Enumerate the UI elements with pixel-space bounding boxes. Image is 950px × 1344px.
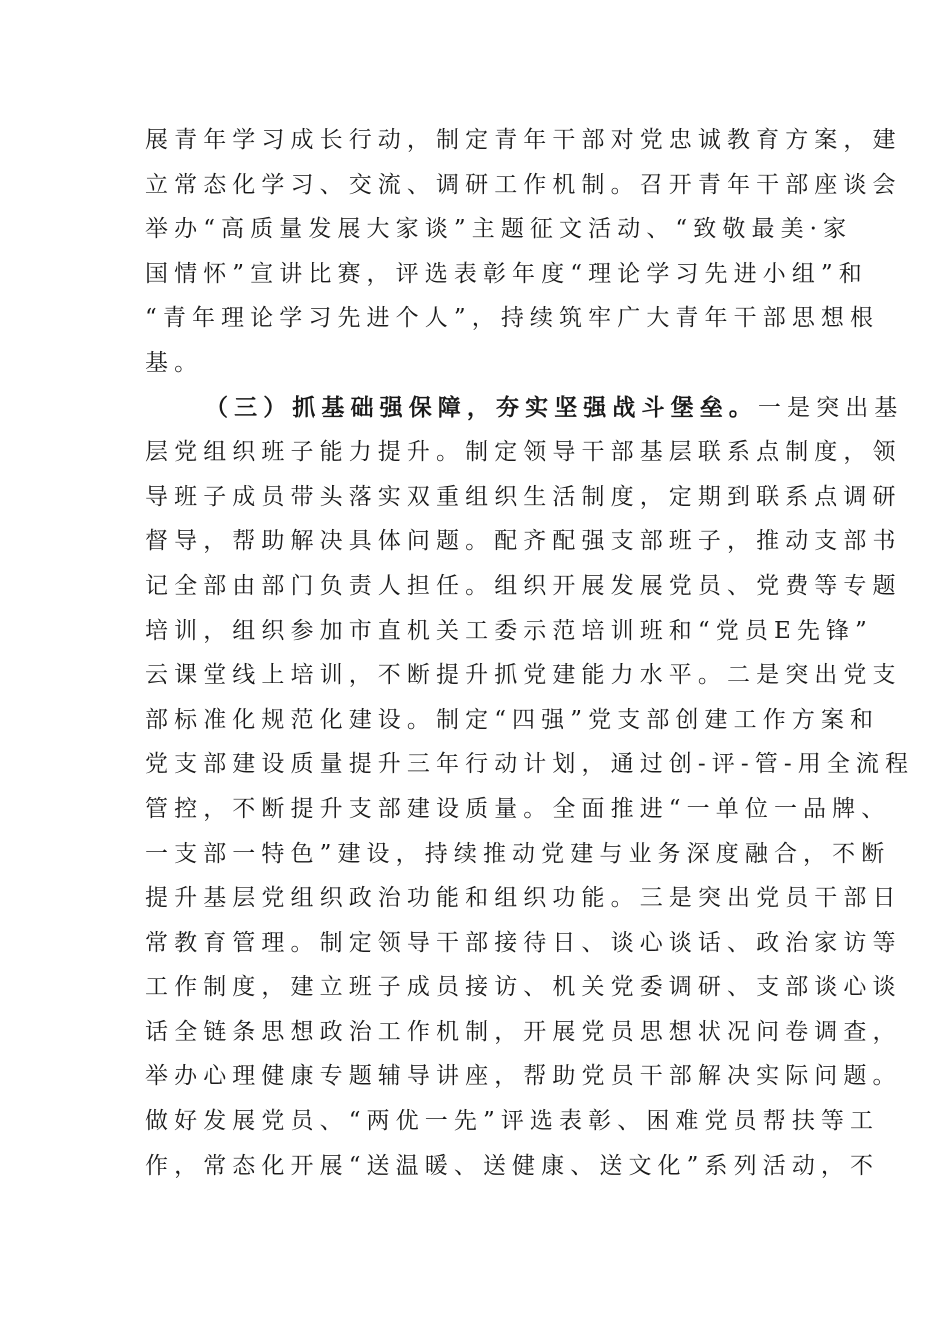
text-line: 管控，不断提升支部建设质量。全面推进“一单位一品牌、 [145, 795, 891, 822]
text-line: 培训，组织参加市直机关工委示范培训班和“党员E先锋” [145, 617, 873, 644]
section-heading: （三）抓基础强保障，夯实坚强战斗堡垒。 [205, 393, 758, 421]
text-line: 导班子成员带头落实双重组织生活制度，定期到联系点调研 [145, 483, 902, 510]
text-line: 记全部由部门负责人担任。组织开展发展党员、党费等专题 [145, 572, 902, 599]
text-line: 作，常态化开展“送温暖、送健康、送文化”系列活动，不 [145, 1152, 880, 1179]
text-line: 立常态化学习、交流、调研工作机制。召开青年干部座谈会 [145, 171, 902, 198]
text-line: 展青年学习成长行动，制定青年干部对党忠诚教育方案，建 [145, 127, 902, 153]
text-line: 做好发展党员、“两优一先”评选表彰、困难党员帮扶等工 [145, 1108, 880, 1135]
text-line: 一支部一特色”建设，持续推动党建与业务深度融合，不断 [145, 840, 891, 867]
text-line: 部标准化规范化建设。制定“四强”党支部创建工作方案和 [145, 706, 880, 733]
text-line: 督导，帮助解决具体问题。配齐配强支部班子，推动支部书 [145, 528, 902, 555]
text-line: 举办心理健康专题辅导讲座，帮助党员干部解决实际问题。 [145, 1063, 902, 1090]
section-first-line-text: 一是突出基 [757, 394, 904, 421]
paragraph-youth-study [145, 118, 902, 386]
document-body [145, 118, 915, 1188]
section-first-line [145, 386, 904, 431]
text-line: 话全链条思想政治工作机制，开展党员思想状况问卷调查， [145, 1018, 902, 1045]
text-line: 国情怀”宣讲比赛，评选表彰年度“理论学习先进小组”和 [145, 260, 868, 287]
text-line: 层党组织班子能力提升。制定领导干部基层联系点制度，领 [145, 439, 902, 466]
text-line: 基。 [145, 349, 204, 376]
text-line: 举办“高质量发展大家谈”主题征文活动、“致敬最美·家 [145, 216, 853, 243]
text-line: “青年理论学习先进个人”，持续筑牢广大青年干部思想根 [145, 305, 880, 332]
text-line: 党支部建设质量提升三年行动计划，通过创-评-管-用全流程 [145, 751, 915, 778]
text-line: 提升基层党组织政治功能和组织功能。三是突出党员干部日 [145, 885, 902, 912]
paragraph-section-three [145, 386, 915, 1189]
text-line: 常教育管理。制定领导干部接待日、谈心谈话、政治家访等 [145, 929, 902, 956]
text-line: 工作制度，建立班子成员接访、机关党委调研、支部谈心谈 [145, 974, 902, 1001]
text-line: 云课堂线上培训，不断提升抓党建能力水平。二是突出党支 [145, 662, 902, 689]
